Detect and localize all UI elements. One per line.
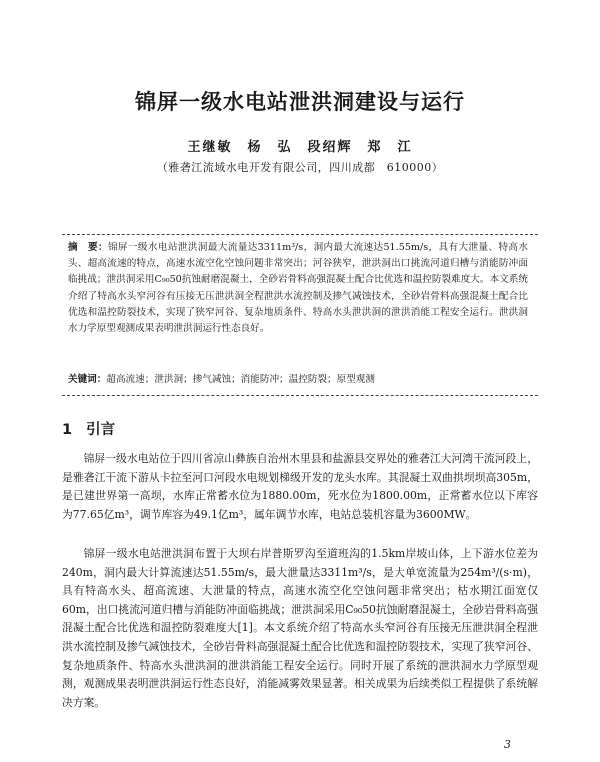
section-number: 1 (62, 422, 73, 438)
body-paragraph: 锦屏一级水电站泄洪洞布置于大坝右岸普斯罗沟至道班沟的1.5km岸坡山体，上下游水位差为240m，洞内最大计算流速达51.55m/s，最大泄量达3311m³/s，是大单宽流量为254m³/(s·m)，具有特高水头、超高流速、大泄量的特点，高速水流空化空蚀问题非常突出；枯水期江面宽仅60m，出口挑流河道归槽与消能防冲面临挑战；泄洪洞采用C₉₀50抗蚀耐磨混凝土，全砂岩骨料高强混凝土配合比优选和温控防裂难度大[1]。本文系统介绍了特高水头窄河谷有压接无压泄洪洞全程泄洪水流控制及掺气减蚀技术，全砂岩骨料高强混凝土配合比优选和温控防裂技术，实现了狭窄河谷、复杂地质条件、特高水头泄洪洞的泄洪消能工程安全运行。同时开展了系统的泄洪洞水力学原型观测，观测成果表明泄洪洞运行性态良好，消能减雾效果显著。相关成果为后续类似工程提供了系统解决方案。 (62, 547, 538, 709)
section-heading (62, 418, 115, 439)
top-divider (62, 234, 538, 235)
body-paragraph: 锦屏一级水电站位于四川省凉山彝族自治州木里县和盐源县交界处的雅砻江大河湾干流河段上，是雅砻江干流下游从卡拉至河口河段水电规划梯级开发的龙头水库。其混凝土双曲拱坝坝高305m，是已建世界第一高坝，水库正常蓄水位为1880.00m，死水位为1800.00m，正常蓄水位以下库容为77.65亿m³，调节库容为49.1亿m³，属年调节水库，电站总装机容量为3600MW。 (62, 452, 538, 521)
paper-title: 锦屏一级水电站泄洪洞建设与运行 (135, 90, 465, 114)
abstract-text: 锦屏一级水电站泄洪洞最大流量达3311m³/s，洞内最大流速达51.55m/s，具有大泄量、特高水头、超高流速的特点，高速水流空化空蚀问题非常突出；河谷狭窄，泄洪洞出口挑流河道归槽与消能防冲面临挑战；泄洪洞采用C₉₀50抗蚀耐磨混凝土，全砂岩骨料高强混凝土配合比优选和温控防裂难度大。本文系统介绍了特高水头窄河谷有压接无压泄洪洞全程泄洪水流控制及掺气减蚀技术，全砂岩骨料高强混凝土配合比优选和温控防裂技术，实现了狭窄河谷、复杂地质条件、特高水头泄洪洞的泄洪消能工程安全运行。泄洪洞水力学原型观测成果表明泄洪洞运行性态良好。 (68, 242, 529, 335)
abstract-block (68, 240, 528, 337)
keywords-text: 超高流速；泄洪洞；掺气减蚀；消能防冲；温控防裂；原型观测 (106, 374, 375, 385)
page-number: 3 (504, 738, 511, 751)
bottom-divider (62, 395, 538, 396)
keywords-block (68, 372, 528, 388)
author-affiliation: （雅砻江流域水电开发有限公司，四川成都 610000） (156, 161, 444, 174)
abstract-label: 摘 要： (68, 242, 108, 253)
keywords-label: 关键词： (68, 374, 107, 385)
author-list: 王继敏 杨 弘 段绍辉 郑 江 (187, 140, 413, 155)
section-title: 引言 (86, 422, 116, 438)
